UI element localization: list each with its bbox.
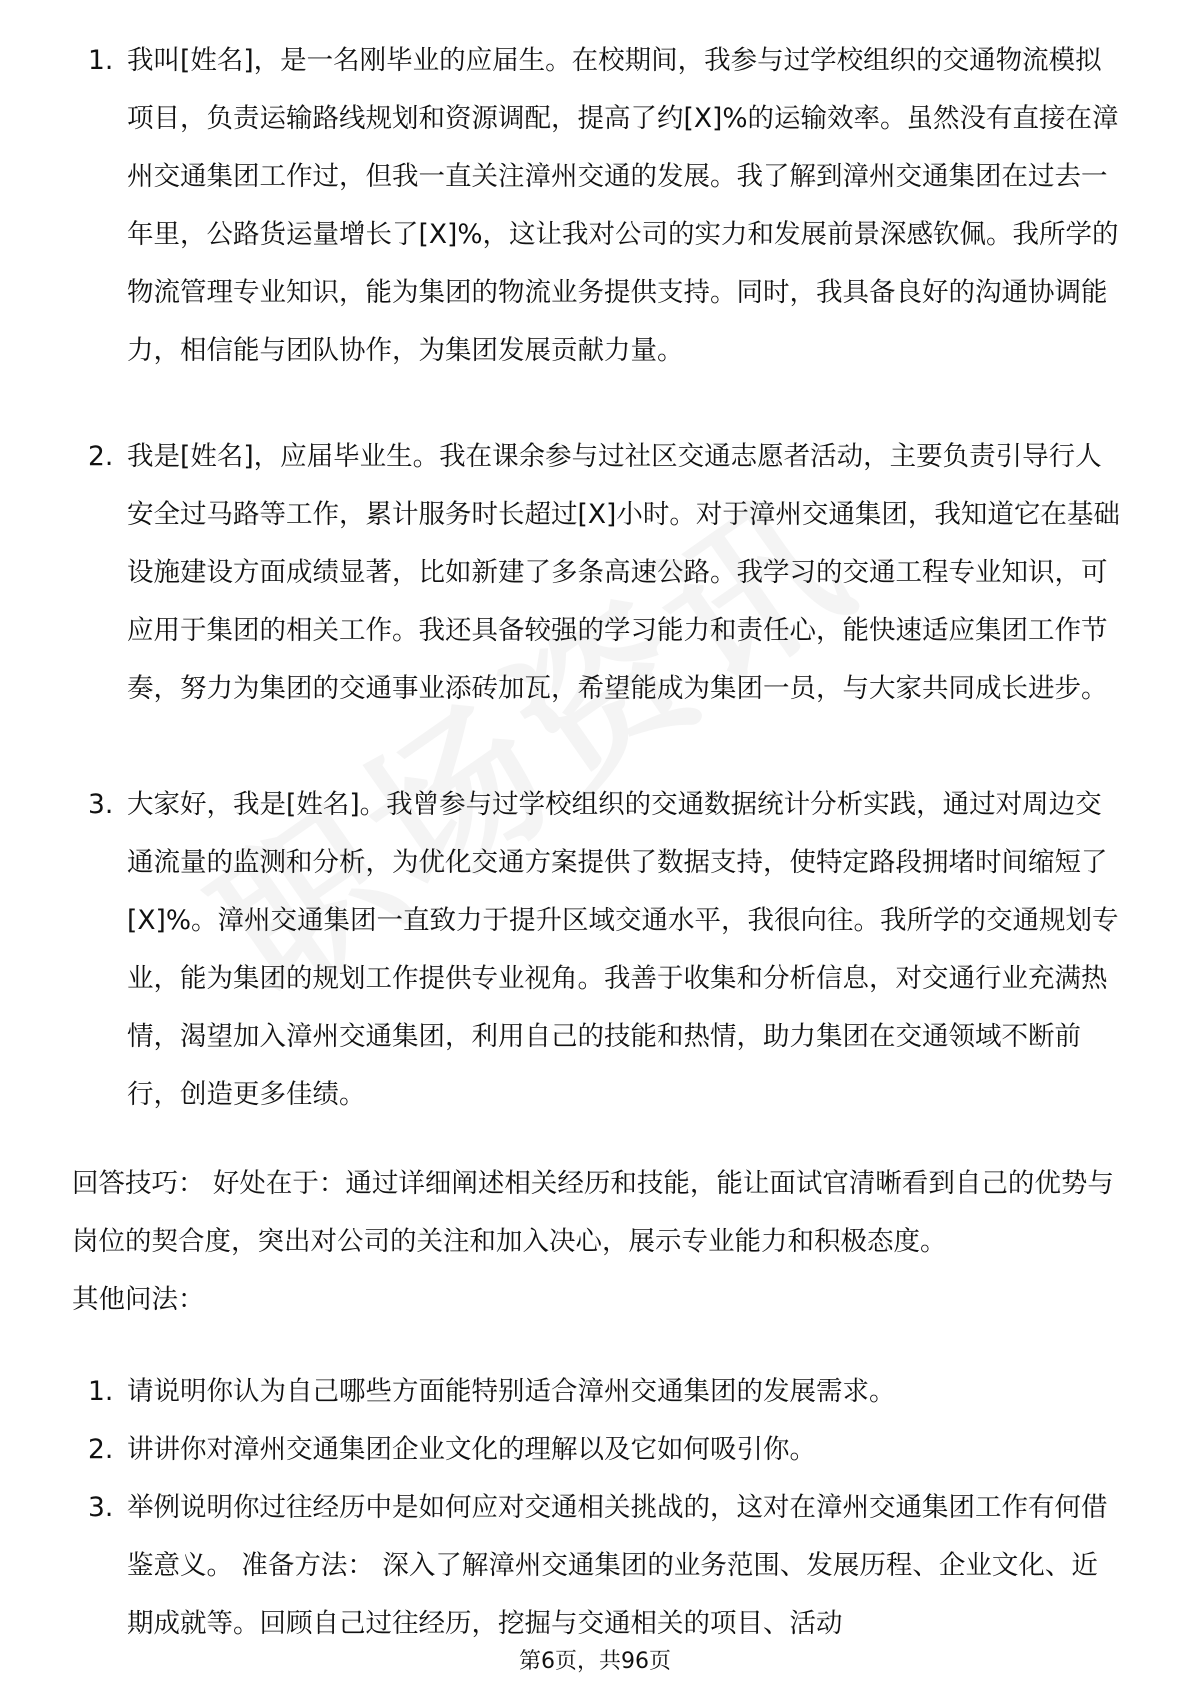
question-number: 3.	[88, 1492, 114, 1523]
answer-tips-paragraph: 回答技巧： 好处在于：通过详细阐述相关经历和技能，能让面试官清晰看到自己的优势与岗位的契合度，突出对公司的关注和加入决心，展示专业能力和积极态度。	[72, 1168, 1114, 1257]
question-item-2	[80, 1421, 1120, 1479]
answer-text: 我叫[姓名]，是一名刚毕业的应届生。在校期间，我参与过学校组织的交通物流模拟项目，负责运输路线规划和资源调配，提高了约[X]%的运输效率。虽然没有直接在漳州交通集团工作过，但我一直关注漳州交通的发展。我了解到漳州交通集团在过去一年里，公路货运量增长了[X]%，这让我对公司的实力和发展前景深感钦佩。我所学的物流管理专业知识，能为集团的物流业务提供支持。同时，我具备良好的沟通协调能力，相信能与团队协作，为集团发展贡献力量。	[127, 45, 1119, 366]
answer-number: 2.	[88, 441, 114, 472]
question-text: 举例说明你过往经历中是如何应对交通相关挑战的，这对在漳州交通集团工作有何借鉴意义。 准备方法： 深入了解漳州交通集团的业务范围、发展历程、企业文化、近期成就等。回顾自己过往经历，挖掘与交通相关的项目、活动	[127, 1492, 1108, 1639]
question-text: 讲讲你对漳州交通集团企业文化的理解以及它如何吸引你。	[127, 1434, 816, 1465]
answer-text: 大家好，我是[姓名]。我曾参与过学校组织的交通数据统计分析实践，通过对周边交通流量的监测和分析，为优化交通方案提供了数据支持，使特定路段拥堵时间缩短了[X]%。漳州交通集团一直致力于提升区域交通水平，我很向往。我所学的交通规划专业，能为集团的规划工作提供专业视角。我善于收集和分析信息，对交通行业充满热情，渴望加入漳州交通集团，利用自己的技能和热情，助力集团在交通领域不断前行，创造更多佳绩。	[127, 789, 1119, 1110]
question-item-3	[80, 1479, 1120, 1653]
question-text: 请说明你认为自己哪些方面能特别适合漳州交通集团的发展需求。	[127, 1376, 896, 1407]
answer-item-1	[80, 32, 1120, 380]
page-top-edge	[0, 0, 1190, 30]
answer-item-2	[80, 428, 1120, 718]
answer-text: 我是[姓名]，应届毕业生。我在课余参与过社区交通志愿者活动，主要负责引导行人安全过马路等工作，累计服务时长超过[X]小时。对于漳州交通集团，我知道它在基础设施建设方面成绩显著，比如新建了多条高速公路。我学习的交通工程专业知识，可应用于集团的相关工作。我还具备较强的学习能力和责任心，能快速适应集团工作节奏，努力为集团的交通事业添砖加瓦，希望能成为集团一员，与大家共同成长进步。	[127, 441, 1120, 704]
answer-number: 1.	[88, 45, 114, 76]
page-footer: 第6页，共96页	[519, 1649, 671, 1674]
answer-item-3	[80, 776, 1120, 1124]
question-number: 2.	[88, 1434, 114, 1465]
question-number: 1.	[88, 1376, 114, 1407]
answer-number: 3.	[88, 789, 114, 820]
question-item-1	[80, 1363, 1120, 1421]
other-questions-heading: 其他问法：	[72, 1284, 205, 1315]
